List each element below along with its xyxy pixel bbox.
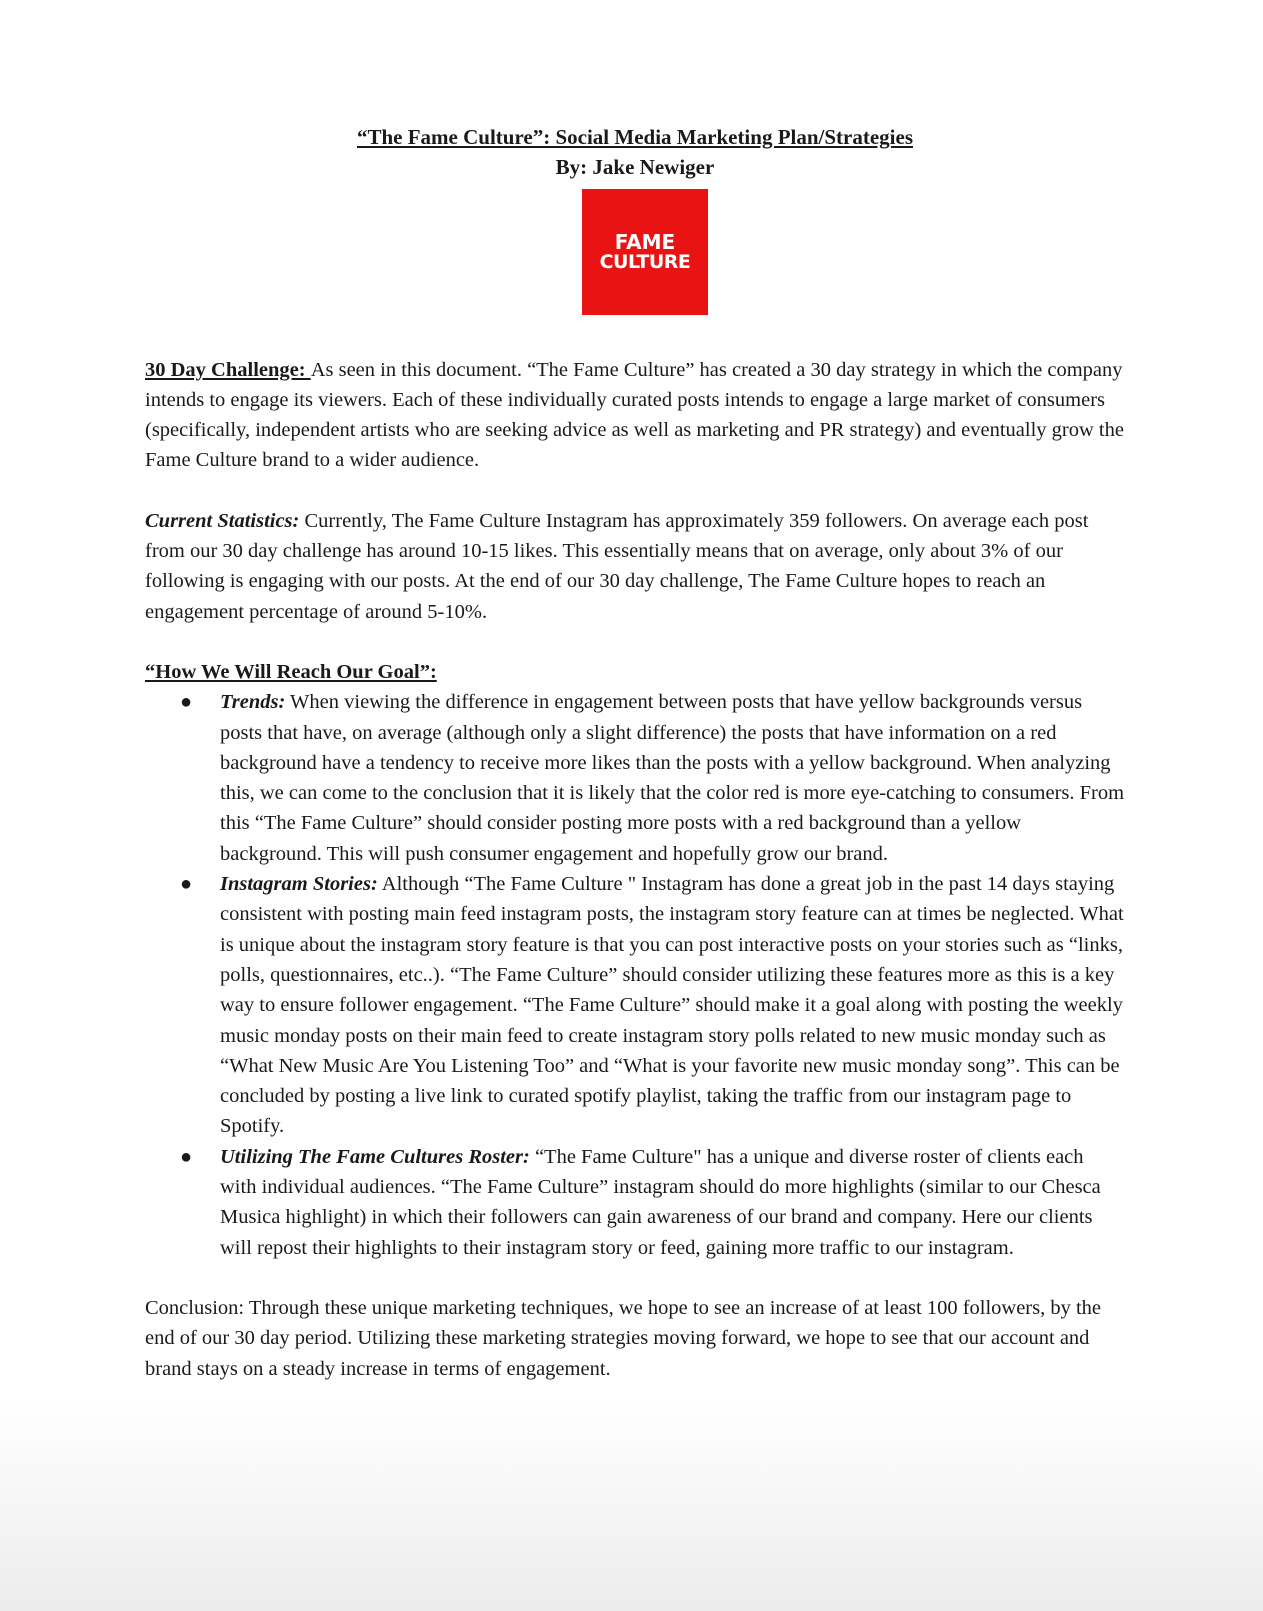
list-item-label: Utilizing The Fame Cultures Roster: bbox=[220, 1145, 530, 1168]
goal-list bbox=[145, 687, 1125, 1263]
conclusion-paragraph: Conclusion: Through these unique marketing techniques, we hope to see an increase of at least 100 followers, by the end of our 30 day period. Utilizing these marketing strategies moving forward, we hope to see that our account and brand stays on a steady increase in terms of engagement. bbox=[145, 1296, 1102, 1380]
document-page bbox=[145, 122, 1125, 1384]
logo-text-line1: FAME bbox=[614, 229, 676, 254]
bullet-icon: ● bbox=[180, 873, 193, 896]
challenge-heading: 30 Day Challenge: bbox=[145, 358, 311, 381]
list-item-text: “The Fame Culture" has a unique and diverse roster of clients each with individual audiences. “The Fame Culture” instagram should do more highlights (similar to our Chesca Musica highlight) in which their followers can gain awareness of our brand and company. Here our clients will repost their highlights to their instagram story or feed, gaining more traffic to our instagram. bbox=[220, 1145, 1101, 1259]
goal-section bbox=[145, 657, 1125, 1263]
challenge-paragraph bbox=[145, 355, 1125, 476]
statistics-body: Currently, The Fame Culture Instagram has approximately 359 followers. On average each post from our 30 day challenge has around 10-15 likes. This essentially means that on average, only about 3% of our following is engaging with our posts. At the end of our 30 day challenge, The Fame Culture hopes to reach an engagement percentage of around 5-10%. bbox=[145, 509, 1089, 623]
title-block bbox=[145, 122, 1125, 315]
list-item-text: Although “The Fame Culture " Instagram has done a great job in the past 14 days staying consistent with posting main feed instagram posts, the instagram story feature can at times be neglected. What is unique about the instagram story feature is that you can post interactive posts on your stories such as “links, polls, questionnaires, etc..). “The Fame Culture” should consider utilizing these features more as this is a key way to ensure follower engagement. “The Fame Culture” should make it a goal along with posting the weekly music monday posts on their main feed to create instagram story polls related to new music monday such as “What New Music Are You Listening Too” and “What is your favorite new music monday song”. This can be concluded by posting a live link to curated spotify playlist, taking the traffic from our instagram page to Spotify. bbox=[220, 873, 1124, 1138]
bullet-icon: ● bbox=[180, 691, 193, 714]
list-item bbox=[180, 687, 1125, 869]
goal-heading: “How We Will Reach Our Goal”: bbox=[145, 660, 437, 683]
author-byline: By: Jake Newiger bbox=[555, 155, 715, 180]
list-item-label: Trends: bbox=[220, 691, 286, 714]
statistics-heading: Current Statistics: bbox=[145, 509, 300, 532]
list-item bbox=[180, 1142, 1125, 1263]
bullet-icon: ● bbox=[180, 1145, 193, 1168]
document-title: “The Fame Culture”: Social Media Marketing Plan/Strategies bbox=[356, 125, 914, 149]
list-item-label: Instagram Stories: bbox=[220, 873, 378, 896]
statistics-paragraph bbox=[145, 506, 1125, 627]
list-item-text: When viewing the difference in engagement between posts that have yellow backgrounds versus posts that have, on average (although only a slight difference) the posts that have information on a red background have a tendency to receive more likes than the posts with a yellow background. When analyzing this, we can come to the conclusion that it is likely that the color red is more eye-catching to consumers. From this “The Fame Culture” should consider posting more posts with a red background than a yellow background. This will push consumer engagement and hopefully grow our brand. bbox=[220, 691, 1125, 865]
logo-text-line2: CULTURE bbox=[599, 250, 691, 273]
list-item bbox=[180, 869, 1125, 1142]
fame-culture-logo bbox=[582, 189, 708, 315]
challenge-body: As seen in this document. “The Fame Culture” has created a 30 day strategy in which the company intends to engage its viewers. Each of these individually curated posts intends to engage a large market of consumers (specifically, independent artists who are seeking advice as well as marketing and PR strategy) and eventually grow the Fame Culture brand to a wider audience. bbox=[145, 358, 1124, 472]
